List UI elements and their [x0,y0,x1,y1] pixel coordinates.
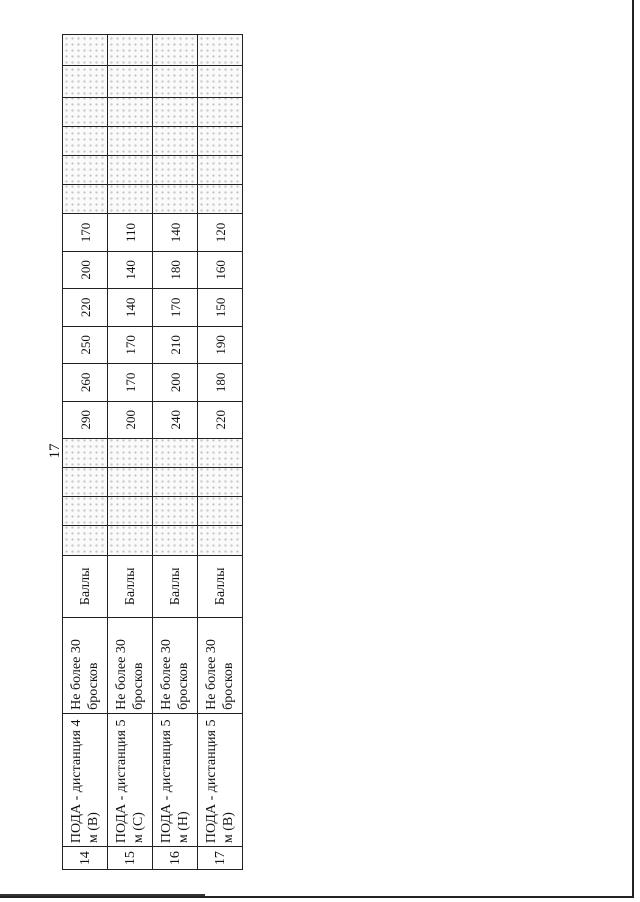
row-number: 17 [198,847,243,870]
empty-cell [153,439,198,468]
empty-cell [108,66,153,97]
score-value: 140 [108,289,153,326]
score-value: 170 [63,214,108,251]
table-row [198,35,243,870]
exercise-condition: Не более 30 бросков [198,618,243,714]
score-value: 200 [153,364,198,401]
empty-cell [108,526,153,555]
score-value: 180 [198,364,243,401]
score-value: 170 [153,289,198,326]
score-value: 210 [153,326,198,363]
empty-cell [153,185,198,214]
empty-cell [198,526,243,555]
exercise-condition: Не более 30 бросков [63,618,108,714]
exercise-condition: Не более 30 бросков [153,618,198,714]
empty-cell [153,155,198,184]
exercise-name: ПОДА - дистанция 5 м (Н) [153,713,198,846]
empty-cell [63,185,108,214]
score-value: 250 [63,326,108,363]
empty-cell [63,35,108,66]
score-value: 140 [108,251,153,288]
empty-cell [108,126,153,155]
norms-table [62,34,243,870]
row-number: 16 [153,847,198,870]
empty-cell [153,35,198,66]
empty-cell [108,35,153,66]
page-number: 17 [47,443,63,459]
score-value: 240 [153,401,198,438]
empty-cell [108,439,153,468]
score-value: 260 [63,364,108,401]
exercise-name: ПОДА - дистанция 5 м (С) [108,713,153,846]
empty-cell [198,185,243,214]
measure-unit: Баллы [63,555,108,617]
empty-cell [63,439,108,468]
exercise-name: ПОДА - дистанция 5 м (В) [198,713,243,846]
exercise-condition: Не более 30 бросков [108,618,153,714]
empty-cell [63,468,108,497]
score-value: 160 [198,251,243,288]
empty-cell [198,468,243,497]
score-value: 220 [63,289,108,326]
empty-cell [198,497,243,526]
measure-unit: Баллы [198,555,243,617]
bottom-rule [0,894,205,896]
score-value: 290 [63,401,108,438]
empty-cell [153,497,198,526]
empty-cell [198,35,243,66]
exercise-name: ПОДА - дистанция 4 м (В) [63,713,108,846]
empty-cell [63,497,108,526]
empty-cell [63,526,108,555]
score-value: 200 [63,251,108,288]
empty-cell [108,185,153,214]
measure-unit: Баллы [108,555,153,617]
score-value: 200 [108,401,153,438]
measure-unit: Баллы [153,555,198,617]
table-row [153,35,198,870]
empty-cell [108,497,153,526]
table-row [63,35,108,870]
score-value: 140 [153,214,198,251]
empty-cell [108,155,153,184]
empty-cell [153,66,198,97]
empty-cell [198,155,243,184]
empty-cell [63,97,108,126]
score-value: 170 [108,364,153,401]
score-value: 180 [153,251,198,288]
empty-cell [63,155,108,184]
empty-cell [153,97,198,126]
score-value: 120 [198,214,243,251]
norms-table-container [62,34,242,870]
empty-cell [198,439,243,468]
empty-cell [108,97,153,126]
score-value: 220 [198,401,243,438]
empty-cell [198,126,243,155]
empty-cell [153,526,198,555]
score-value: 190 [198,326,243,363]
table-row [108,35,153,870]
empty-cell [63,66,108,97]
empty-cell [153,468,198,497]
empty-cell [63,126,108,155]
row-number: 15 [108,847,153,870]
empty-cell [153,126,198,155]
score-value: 170 [108,326,153,363]
empty-cell [198,66,243,97]
empty-cell [198,97,243,126]
row-number: 14 [63,847,108,870]
empty-cell [108,468,153,497]
score-value: 150 [198,289,243,326]
score-value: 110 [108,214,153,251]
